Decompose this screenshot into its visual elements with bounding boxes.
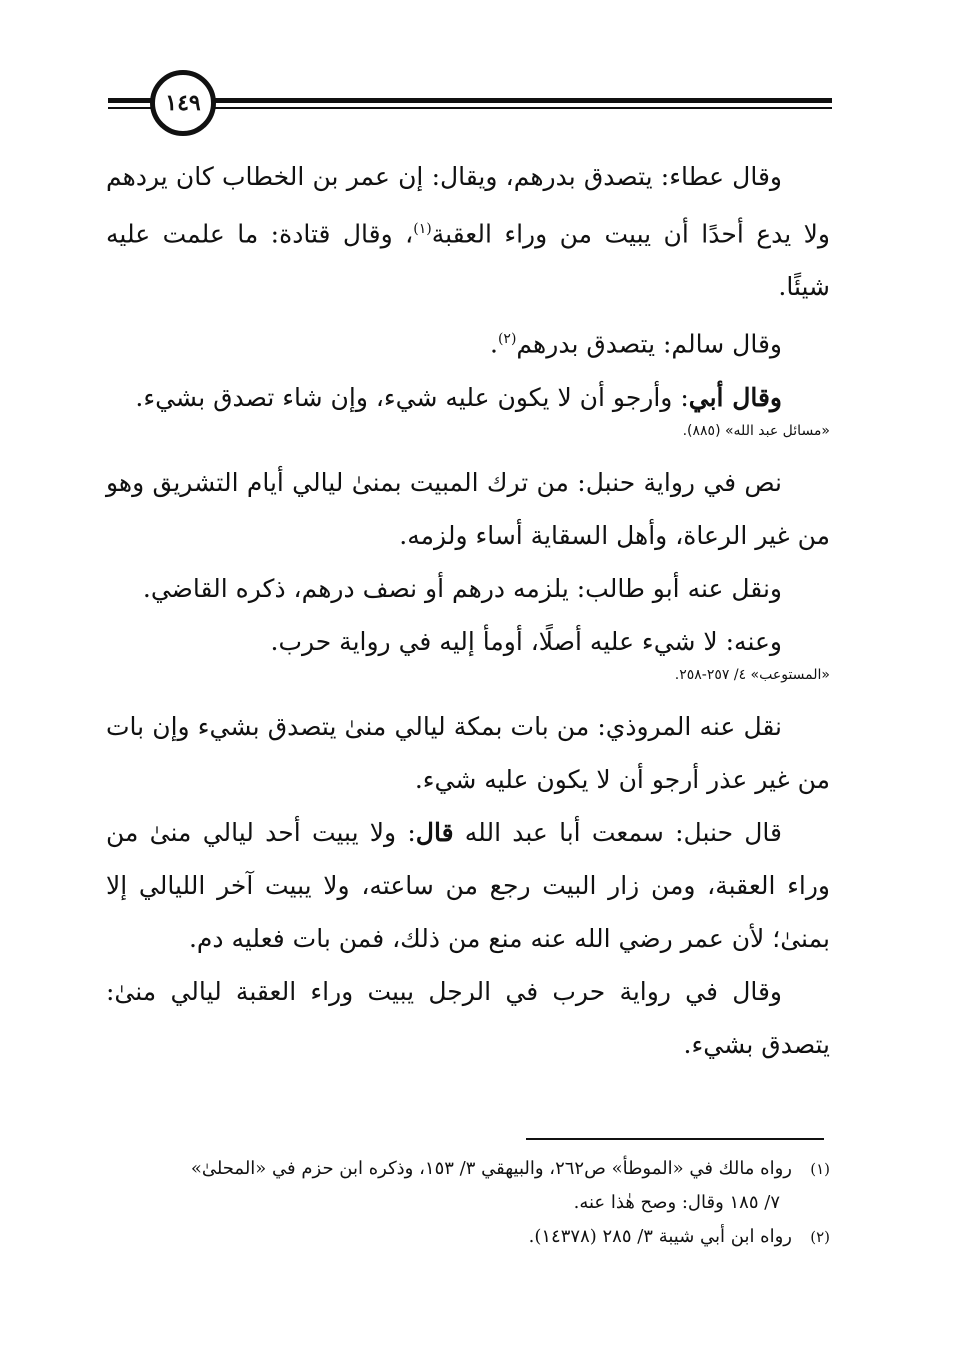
header-rule-thin xyxy=(108,107,832,109)
footnote-1 xyxy=(106,1152,830,1186)
footnote-1-cont: ٧/ ١٨٥ وقال: وصح هٰذا عنه. xyxy=(573,1192,780,1213)
paragraph-anhu: وعنه: لا شيء عليه أصلًا، أومأ إليه في رواية حرب. xyxy=(270,626,782,656)
paragraph-hanbal xyxy=(106,806,830,965)
paragraph-text: : ولا يبيت أحد ليالي منىٰ من وراء العقبة، ومن زار البيت رجع من ساعته، ولا يبيت آخر الليالي إلا بمنىٰ؛ لأن عمر رضي الله عنه منع من ذلك، فمن بات فعليه دم. xyxy=(106,817,830,953)
paragraph-text: قال حنبل: سمعت أبا عبد الله xyxy=(453,817,783,847)
footnote-ref-2: (٢) xyxy=(497,331,517,348)
source-citation-2: «المستوعب» ٤/ ٢٥٧-٢٥٨. xyxy=(674,666,830,683)
paragraph-abi xyxy=(106,371,830,424)
paragraph-abu-talib: ونقل عنه أبو طالب: يلزمه درهم أو نصف درهم، ذكره القاضي. xyxy=(142,573,782,603)
footnote-number: (٢) xyxy=(810,1228,830,1246)
paragraph-hanbal-riwaya: نص في رواية حنبل: من ترك المبيت بمنىٰ ليالي أيام التشريق وهو من غير الرعاة، وأهل السقاية أساء ولزمه. xyxy=(106,467,830,550)
footnote-ref-1: (١) xyxy=(413,221,432,237)
paragraph-bold: قال xyxy=(415,817,454,847)
footnotes xyxy=(106,1152,830,1254)
source-citation-1: «مسائل عبد الله» (٨٨٥). xyxy=(682,422,830,439)
page-header xyxy=(108,70,832,140)
paragraph-ata xyxy=(106,150,830,313)
footnote-2 xyxy=(106,1220,830,1254)
paragraph-text: وقال سالم: يتصدق بدرهم xyxy=(516,329,782,359)
paragraph-marwazi: نقل عنه المروذي: من بات بمكة ليالي منىٰ يتصدق بشيء وإن بات من غير عذر أرجو أن لا يكون عليه شيء. xyxy=(106,711,830,794)
paragraph-text: . xyxy=(490,329,498,359)
page-number: ١٤٩ xyxy=(150,70,216,136)
paragraph-text: ، وقال قتادة: ما علمت عليه شيئًا. xyxy=(106,219,830,302)
paragraph-text: وقال عطاء: يتصدق بدرهم، ويقال: إن عمر بن الخطاب كان يردهم ولا يدع أحدًا أن يبيت من وراء العقبة xyxy=(106,162,830,249)
header-rule-thick xyxy=(108,98,832,103)
main-text xyxy=(106,150,830,1071)
paragraph-harb: وقال في رواية حرب في الرجل يبيت وراء العقبة ليالي منىٰ: يتصدق بشيء. xyxy=(106,976,830,1059)
paragraph-salim xyxy=(106,313,830,370)
footnote-separator xyxy=(526,1138,824,1140)
footnote-text: رواه ابن أبي شيبة ٣/ ٢٨٥ (١٤٣٧٨). xyxy=(528,1226,792,1247)
footnote-text: رواه مالك في «الموطأ» ص٢٦٢، والبيهقي ٣/ ١٥٣، وذكره ابن حزم في «المحلىٰ» xyxy=(190,1158,792,1179)
footnote-number: (١) xyxy=(810,1160,830,1178)
paragraph-lead: وقال أبي xyxy=(688,382,782,412)
paragraph-text: : وأرجو أن لا يكون عليه شيء، وإن شاء تصدق بشيء. xyxy=(135,382,689,412)
